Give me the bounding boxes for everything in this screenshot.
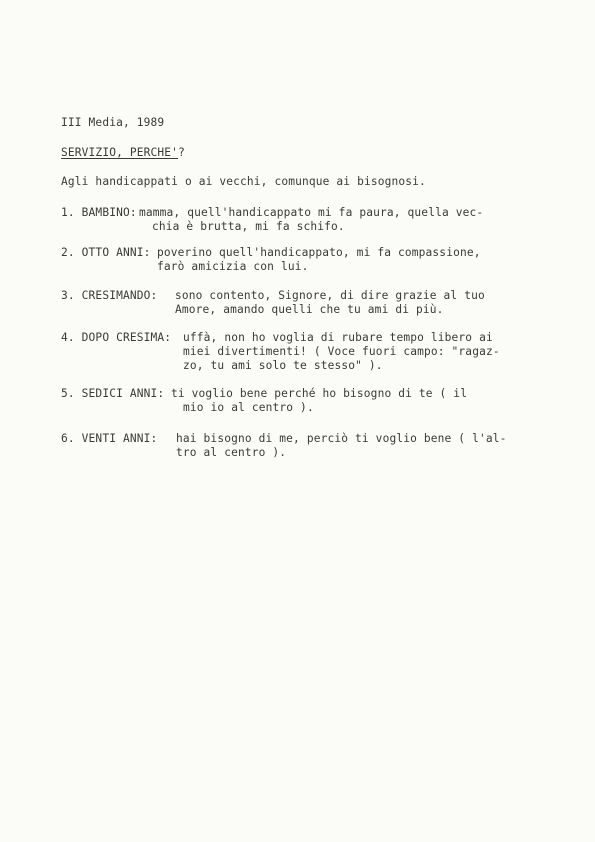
document-title bbox=[61, 146, 185, 160]
intro-text: Agli handicappati o ai vecchi, comunque ai bisognosi. bbox=[61, 175, 426, 188]
entry-1-line-2: chia è brutta, mi fa schifo. bbox=[152, 220, 345, 233]
class-year: III Media, 1989 bbox=[61, 116, 165, 129]
entry-5-line-2: mio io al centro ). bbox=[183, 401, 314, 414]
entry-3-line-2: Amore, amando quelli che tu ami di più. bbox=[175, 303, 444, 316]
entry-1-prefix: 1. BAMBINO: bbox=[61, 206, 137, 219]
entry-6-line-2: tro al centro ). bbox=[176, 446, 287, 459]
entry-3-prefix: 3. CRESIMANDO: bbox=[61, 289, 158, 302]
entry-1-line-1: mamma, quell'handicappato mi fa paura, quella vec- bbox=[139, 206, 484, 219]
entry-4-line-1: uffà, non ho voglia di rubare tempo libero ai bbox=[183, 331, 493, 344]
entry-6-line-1: hai bisogno di me, perciò ti voglio bene ( l'al- bbox=[176, 432, 507, 445]
entry-3-line-1: sono contento, Signore, di dire grazie al tuo bbox=[175, 289, 485, 302]
entry-2-prefix: 2. OTTO ANNI: bbox=[61, 246, 151, 259]
entry-2-line-1: poverino quell'handicappato, mi fa compassione, bbox=[157, 246, 481, 259]
entry-6-prefix: 6. VENTI ANNI: bbox=[61, 432, 158, 445]
entry-4-prefix: 4. DOPO CRESIMA: bbox=[61, 331, 172, 344]
title-text: SERVIZIO, PERCHE' bbox=[61, 146, 179, 159]
entry-4-line-3: zo, tu ami solo te stesso" ). bbox=[183, 359, 383, 372]
entry-5-prefix: 5. SEDICI ANNI: bbox=[61, 387, 165, 400]
entry-4-line-2: miei divertimenti! ( Voce fuori campo: "ragaz- bbox=[183, 345, 500, 358]
entry-2-line-2: farò amicizia con lui. bbox=[157, 260, 309, 273]
title-question-mark: ? bbox=[178, 146, 185, 159]
entry-5-line-1: ti voglio bene perché ho bisogno di te ( il bbox=[171, 387, 468, 400]
